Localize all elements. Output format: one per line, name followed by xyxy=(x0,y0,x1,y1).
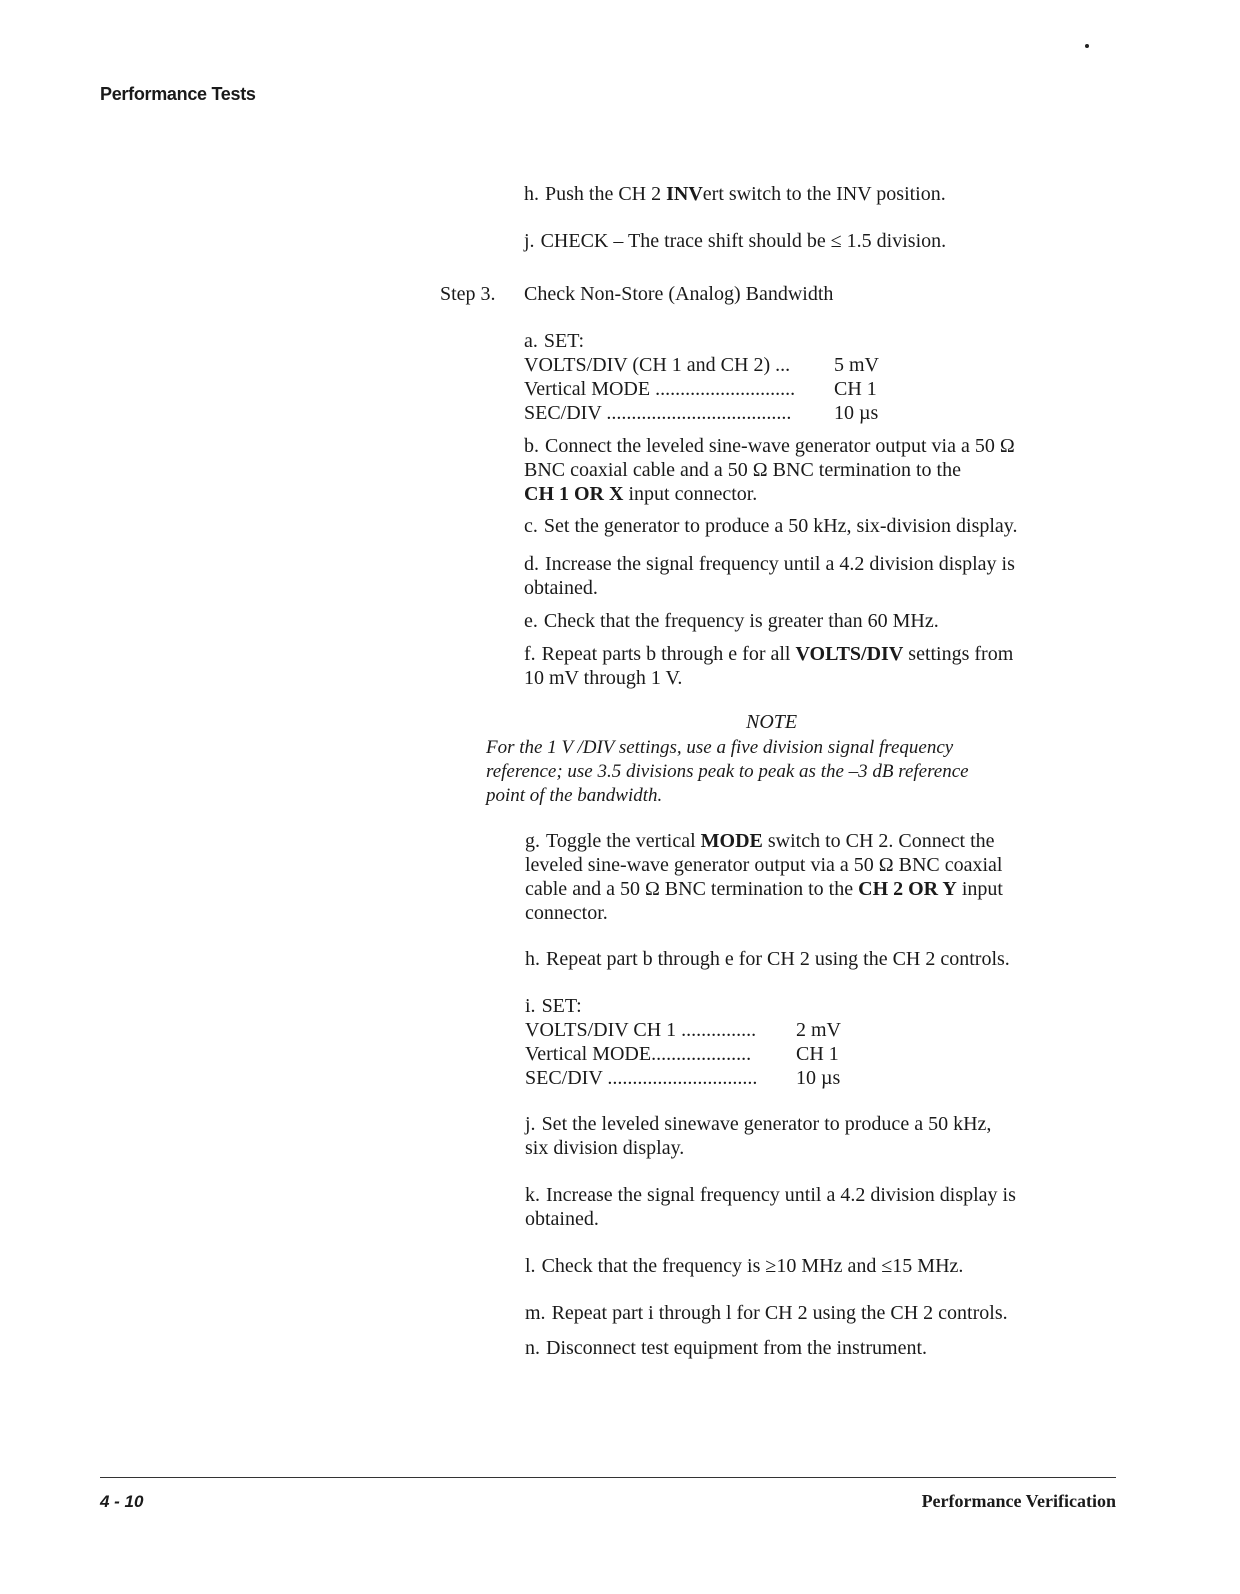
step-3-label: Step 3. xyxy=(440,283,496,305)
step-g-toggle: g. Toggle the vertical MODE switch to CH 2. Connect the leveled sine-wave generator output via a 50 Ω BNC coaxial cable and a 50 Ω BNC termination to the CH 2 OR Y input connector. xyxy=(525,830,1003,924)
footer-title: Performance Verification xyxy=(921,1491,1116,1511)
step-e-check: e. Check that the frequency is greater than 60 MHz. xyxy=(524,610,939,632)
settings-row: VOLTS/DIV CH 1 ............... 2 mV xyxy=(525,1019,841,1041)
settings-row: Vertical MODE.................... CH 1 xyxy=(525,1043,839,1065)
settings-table-1 xyxy=(524,353,904,425)
note-body: For the 1 V /DIV settings, use a five division signal frequency reference; use 3.5 divisions peak to peak as the –3 dB reference point of the bandwidth. xyxy=(486,737,969,806)
settings-row: SEC/DIV .............................. 10 µs xyxy=(525,1067,841,1089)
footer-rule xyxy=(100,1477,1116,1478)
step-a-set: a. SET: xyxy=(524,330,585,352)
settings-table-2 xyxy=(525,1018,865,1090)
section-header: Performance Tests xyxy=(100,84,256,104)
step-j-set-generator: j. Set the leveled sinewave generator to produce a 50 kHz, six division display. xyxy=(525,1113,992,1159)
step-c-set-generator: c. Set the generator to produce a 50 kHz, six-division display. xyxy=(524,515,1018,537)
step-d-increase: d. Increase the signal frequency until a 4.2 division display is obtained. xyxy=(524,553,1015,599)
settings-row: Vertical MODE ............................ CH 1 xyxy=(524,378,877,400)
step-n-disconnect: n. Disconnect test equipment from the instrument. xyxy=(525,1337,928,1359)
step-m-repeat: m. Repeat part i through l for CH 2 using the CH 2 controls. xyxy=(525,1302,1008,1324)
step-i-set: i. SET: xyxy=(525,995,582,1017)
step-l-check: l. Check that the frequency is ≥10 MHz and ≤15 MHz. xyxy=(525,1255,964,1277)
settings-row: VOLTS/DIV (CH 1 and CH 2) ... 5 mV xyxy=(524,354,879,376)
step-j-check: j. CHECK – The trace shift should be ≤ 1.5 division. xyxy=(524,230,947,252)
step-3-title: Check Non-Store (Analog) Bandwidth xyxy=(524,283,834,305)
note-title: NOTE xyxy=(746,711,798,733)
step-k-increase: k. Increase the signal frequency until a 4.2 division display is obtained. xyxy=(525,1184,1016,1230)
page-number: 4 - 10 xyxy=(100,1492,144,1511)
step-f-repeat: f. Repeat parts b through e for all VOLTS/DIV settings from 10 mV through 1 V. xyxy=(524,643,1014,689)
step-h-invert: h. Push the CH 2 INVert switch to the INV position. xyxy=(524,183,946,205)
step-h-repeat: h. Repeat part b through e for CH 2 using the CH 2 controls. xyxy=(525,948,1010,970)
stray-mark xyxy=(1085,44,1089,48)
settings-row: SEC/DIV ..................................... 10 µs xyxy=(524,402,879,424)
step-b-connect: b. Connect the leveled sine-wave generator output via a 50 Ω BNC coaxial cable and a 50 Ω BNC termination to the CH 1 OR X input connector. xyxy=(524,435,1015,505)
